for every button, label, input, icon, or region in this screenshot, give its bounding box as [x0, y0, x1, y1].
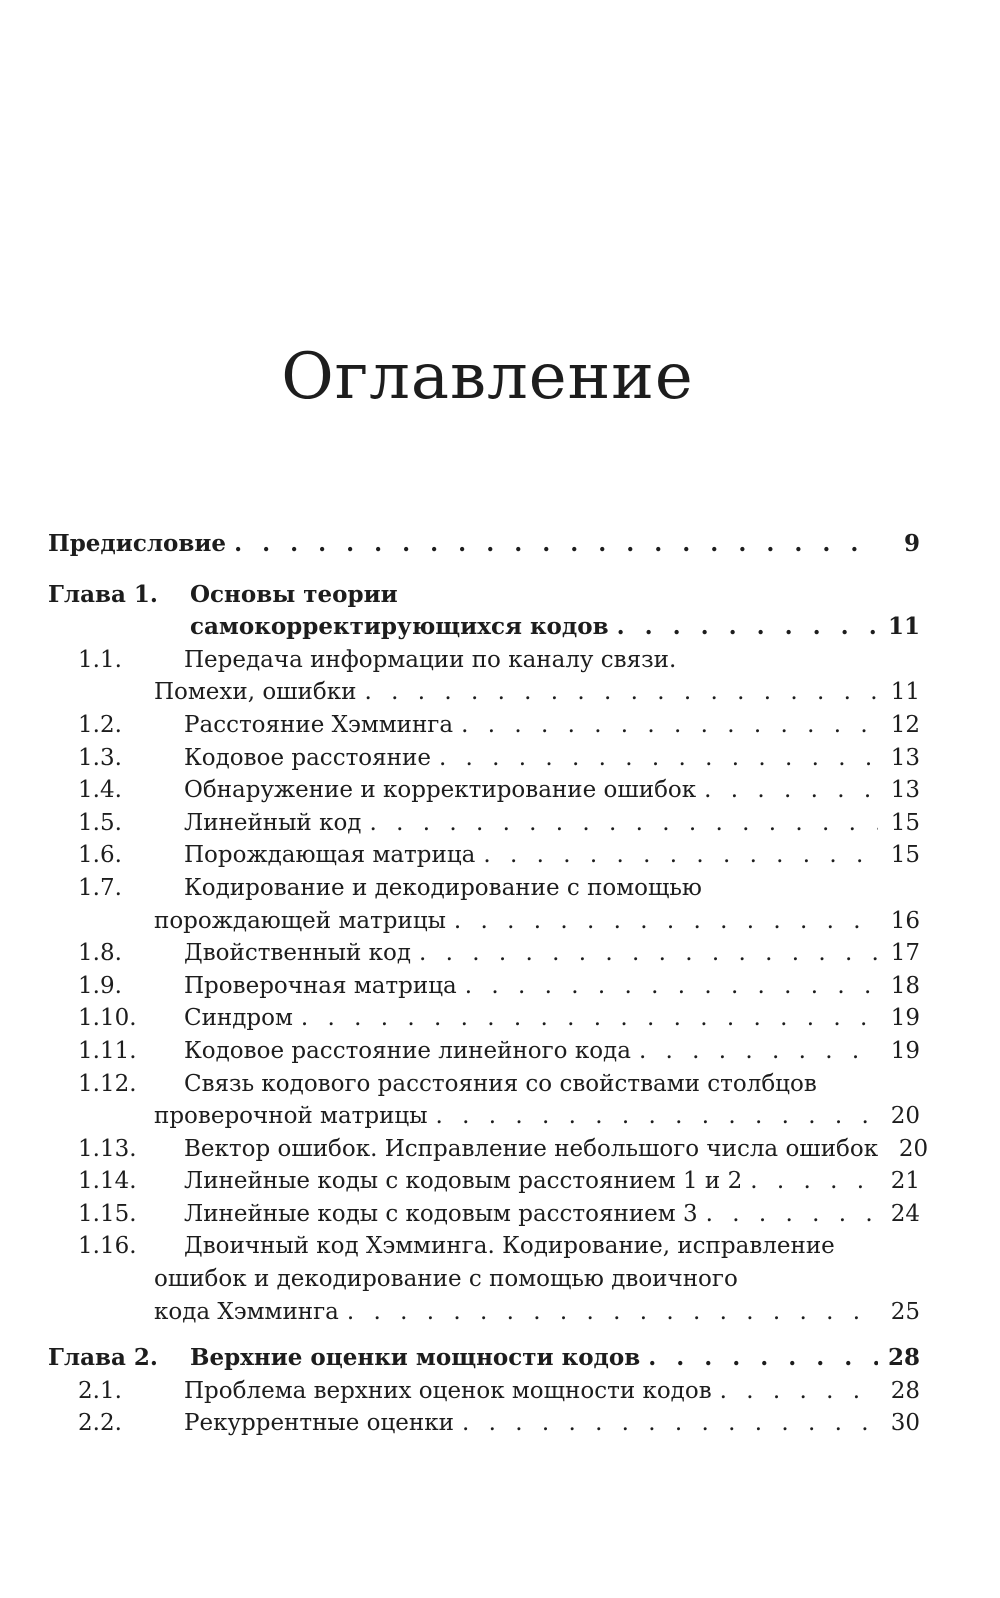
chapter-number: Глава 2. [48, 1344, 158, 1372]
section-number: 1.15. [78, 1200, 137, 1227]
leader-dots [369, 807, 878, 840]
leader-dots [720, 1375, 878, 1408]
section-title: Двоичный код Хэмминга. Кодирование, исправление [184, 1233, 835, 1260]
section-number: 1.10. [78, 1005, 137, 1032]
leader-dots [704, 774, 878, 807]
toc-section-entry[interactable] [48, 1035, 920, 1068]
toc-section-entry[interactable] [48, 742, 920, 775]
leader-dots [439, 742, 878, 775]
section-title: Двойственный код [184, 940, 411, 967]
toc-section-entry[interactable] [48, 1296, 920, 1329]
toc-section-entry[interactable] [48, 644, 920, 677]
toc-entry-preface[interactable] [48, 528, 920, 561]
leader-dots [347, 1296, 878, 1329]
section-number: 1.14. [78, 1168, 137, 1195]
chapter-title-line: Верхние оценки мощности кодов [190, 1344, 641, 1372]
section-number: 1.8. [78, 940, 122, 967]
chapter-1-sections [48, 644, 929, 1328]
leader-dots [706, 1198, 878, 1231]
toc-section-entry[interactable] [48, 937, 920, 970]
section-title: Передача информации по каналу связи. [184, 646, 677, 673]
toc-section-entry[interactable] [48, 872, 920, 905]
toc-section-entry[interactable] [48, 1002, 920, 1035]
toc-page-number: 25 [890, 1298, 920, 1325]
section-number: 1.12. [78, 1070, 137, 1097]
leader-dots [234, 528, 878, 561]
toc-page-number: 21 [890, 1168, 920, 1195]
toc-page-number: 20 [898, 1135, 929, 1162]
section-number: 1.9. [78, 972, 122, 999]
toc-section-entry[interactable] [48, 970, 920, 1003]
toc-page-number: 9 [903, 530, 920, 557]
toc-section-entry[interactable] [48, 1407, 920, 1440]
leader-dots [454, 905, 878, 938]
section-title: Линейные коды с кодовым расстоянием 3 [184, 1200, 698, 1227]
section-number: 1.2. [78, 711, 122, 738]
toc-page-number: 19 [890, 1037, 920, 1064]
chapter-2-sections [48, 1375, 920, 1440]
toc-page-number: 17 [890, 940, 920, 967]
chapter-title-line: самокорректирующихся кодов [190, 613, 609, 641]
toc-section-entry[interactable] [48, 676, 920, 709]
section-number: 1.3. [78, 744, 122, 771]
section-number: 1.5. [78, 809, 122, 836]
leader-dots [461, 709, 878, 742]
toc-section-entry[interactable] [48, 709, 920, 742]
section-title: Порождающая матрица [184, 842, 476, 869]
leader-dots [639, 1035, 878, 1068]
toc-page-number: 11 [890, 679, 920, 706]
section-title: Обнаружение и корректирование ошибок [184, 777, 697, 804]
section-title: Синдром [184, 1005, 293, 1032]
section-title: ошибок и декодирование с помощью двоичного [154, 1266, 738, 1293]
leader-dots [465, 970, 878, 1003]
section-title: проверочной матрицы [154, 1103, 428, 1130]
chapter-number: Глава 1. [48, 580, 158, 608]
section-number: 2.2. [78, 1410, 122, 1437]
leader-dots [364, 676, 878, 709]
section-title: Кодирование и декодирование с помощью [184, 874, 702, 901]
toc-page-number: 19 [890, 1005, 920, 1032]
toc-entry-label: Предисловие [48, 530, 227, 557]
toc-section-entry[interactable] [48, 1133, 929, 1166]
toc-section-entry[interactable] [48, 807, 920, 840]
toc-page-number: 15 [890, 842, 920, 869]
section-title: кода Хэмминга [154, 1298, 339, 1325]
toc-section-entry[interactable] [48, 905, 920, 938]
toc-page-number: 11 [887, 613, 920, 641]
toc-section-entry[interactable] [48, 1165, 920, 1198]
section-number: 1.1. [78, 646, 122, 673]
section-title: порождающей матрицы [154, 907, 446, 934]
leader-dots [462, 1407, 878, 1440]
chapter-title-line: Основы теории [190, 580, 398, 608]
leader-dots [617, 611, 878, 644]
toc-page-number: 24 [890, 1200, 920, 1227]
leader-dots [419, 937, 878, 970]
page-title: Оглавление [281, 340, 694, 414]
section-number: 1.7. [78, 874, 122, 901]
section-title: Вектор ошибок. Исправление небольшого числа ошибок [184, 1135, 879, 1162]
section-title: Расстояние Хэмминга [184, 711, 454, 738]
section-title: Помехи, ошибки [154, 679, 357, 706]
section-number: 1.11. [78, 1037, 137, 1064]
section-title: Линейный код [184, 809, 362, 836]
leader-dots [750, 1165, 878, 1198]
toc-page-number: 28 [890, 1377, 920, 1404]
toc-section-entry[interactable] [48, 1263, 920, 1296]
section-title: Проверочная матрица [184, 972, 457, 999]
toc-chapter-1-heading[interactable] [48, 579, 920, 612]
toc-section-entry[interactable] [48, 1198, 920, 1231]
toc-page-number: 13 [890, 777, 920, 804]
toc-page-number: 30 [890, 1410, 920, 1437]
section-title: Кодовое расстояние [184, 744, 431, 771]
section-title: Проблема верхних оценок мощности кодов [184, 1377, 712, 1404]
toc-section-entry[interactable] [48, 839, 920, 872]
toc-page-number: 18 [890, 972, 920, 999]
toc-chapter-1-heading-cont[interactable] [48, 611, 920, 644]
toc-section-entry[interactable] [48, 774, 920, 807]
toc-page-number: 13 [890, 744, 920, 771]
toc-page-number: 28 [887, 1344, 920, 1372]
section-number: 1.6. [78, 842, 122, 869]
section-number: 2.1. [78, 1377, 122, 1404]
leader-dots [648, 1342, 878, 1375]
leader-dots [436, 1100, 878, 1133]
leader-dots [301, 1002, 878, 1035]
table-of-contents [48, 528, 929, 1440]
toc-section-entry[interactable] [48, 1068, 920, 1101]
toc-page-number: 16 [890, 907, 920, 934]
section-number: 1.4. [78, 777, 122, 804]
section-title: Линейные коды с кодовым расстоянием 1 и 2 [184, 1168, 743, 1195]
section-title: Кодовое расстояние линейного кода [184, 1037, 631, 1064]
toc-page-number: 12 [890, 711, 920, 738]
toc-page-number: 20 [890, 1103, 920, 1130]
toc-section-entry[interactable] [48, 1100, 920, 1133]
toc-section-entry[interactable] [48, 1375, 920, 1408]
section-number: 1.16. [78, 1233, 137, 1260]
leader-dots [483, 839, 878, 872]
section-title: Связь кодового расстояния со свойствами столбцов [184, 1070, 817, 1097]
toc-page-number: 15 [890, 809, 920, 836]
section-title: Рекуррентные оценки [184, 1410, 454, 1437]
section-number: 1.13. [78, 1135, 137, 1162]
toc-section-entry[interactable] [48, 1230, 920, 1263]
toc-chapter-2-heading[interactable] [48, 1342, 920, 1375]
